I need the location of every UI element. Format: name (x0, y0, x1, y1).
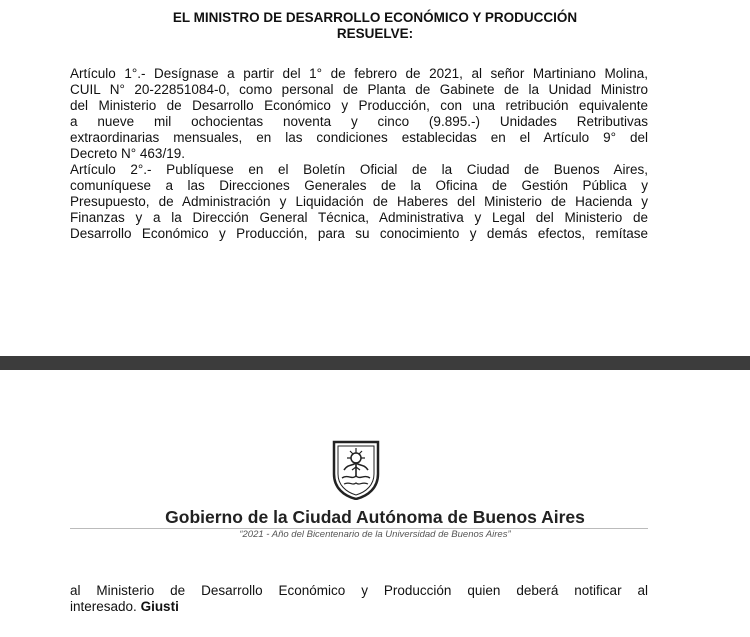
document-page-bottom (0, 370, 750, 637)
article-1-paragraph (70, 66, 648, 162)
article-1-line: Artículo 1°.- Desígnase a partir del 1° de febrero de 2021, al señor Martiniano Molina, (70, 66, 648, 81)
article-1-line: extraordinarias mensuales, en las condiciones establecidas en el Artículo 9° del (70, 130, 648, 145)
article-1-line: a nueve mil ochocientas noventa y cinco (9.895.-) Unidades Retributivas (70, 114, 648, 129)
continuation-text: interesado. (70, 599, 137, 614)
resolution-heading: EL MINISTRO DE DESARROLLO ECONÓMICO Y PRODUCCIÓN (172, 10, 578, 25)
letterhead-subtitle: “2021 - Año del Bicentenario de la Universidad de Buenos Aires” (239, 529, 511, 540)
article-2-line: Desarrollo Económico y Producción, para su conocimiento y demás efectos, remítase (70, 226, 648, 241)
continuation-paragraph (70, 583, 648, 615)
article-2-line: Artículo 2°.- Publíquese en el Boletín Oficial de la Ciudad de Buenos Aires, (70, 162, 648, 177)
article-1-line: del Ministerio de Desarrollo Económico y Producción, con una retribución equivalente (70, 98, 648, 113)
article-2-line: comuníquese a las Direcciones Generales de la Oficina de Gestión Pública y (70, 178, 648, 193)
article-2-line: Presupuesto, de Administración y Liquidación de Haberes del Ministerio de Hacienda y (70, 194, 648, 209)
signature-name: Giusti (140, 599, 179, 614)
page-separator (0, 356, 750, 370)
article-1-line: CUIL N° 20-22851084-0, como personal de Planta de Gabinete de la Unidad Ministro (70, 82, 648, 97)
article-2-paragraph (70, 162, 648, 242)
continuation-line: al Ministerio de Desarrollo Económico y Producción quien deberá notificar al (70, 583, 648, 598)
buenos-aires-seal-icon (330, 434, 382, 500)
article-2-line: Finanzas y a la Dirección General Técnica, Administrativa y Legal del Ministerio de (70, 210, 648, 225)
article-1-line: Decreto N° 463/19. (70, 146, 185, 161)
continuation-closing-line (70, 599, 648, 615)
resolves-heading: RESUELVE: (336, 26, 414, 41)
letterhead-title: Gobierno de la Ciudad Autónoma de Buenos Aires (165, 507, 585, 527)
